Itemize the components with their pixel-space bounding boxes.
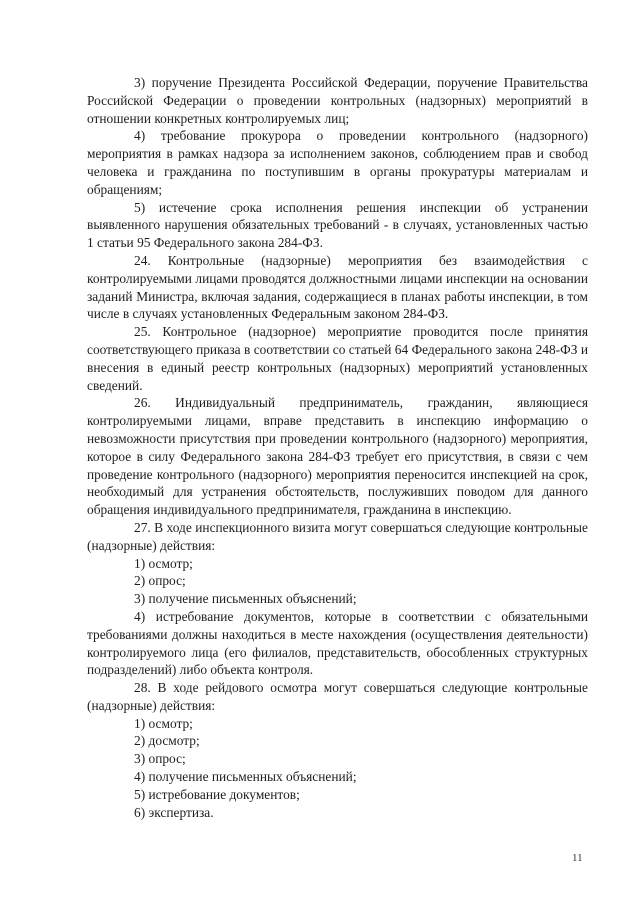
paragraph: 3) поручение Президента Российской Федерации, поручение Правительства Российской Федерации о проведении контрольных (надзорных) мероприятий в отношении конкретных контролируемых лиц;	[87, 75, 588, 126]
list-item: 5) истребование документов;	[134, 786, 300, 802]
list-item: 1) осмотр;	[134, 715, 193, 731]
list-item: 4) получение письменных объяснений;	[134, 769, 357, 785]
list-item: 2) опрос;	[134, 573, 186, 589]
list-item: 3) опрос;	[134, 751, 186, 767]
paragraph: 27. В ходе инспекционного визита могут совершаться следующие контрольные (надзорные) действия:	[87, 519, 588, 553]
paragraph: 4) требование прокурора о проведении контрольного (надзорного) мероприятия в рамках надзора за исполнением законов, соблюдением прав и свобод человека и гражданина по поступившим в органы прокуратуры материалам и обращениям;	[87, 128, 588, 197]
paragraph: 5) истечение срока исполнения решения инспекции об устранении выявленного нарушения обязательных требований - в случаях, установленных частью 1 статьи 95 Федерального закона 284-ФЗ.	[87, 199, 588, 251]
paragraph: 25. Контрольное (надзорное) мероприятие проводится после принятия соответствующего приказа в соответствии со статьей 64 Федерального закона 248-ФЗ и внесения в единый реестр контрольных (надзорных) мероприятий установленных сведений.	[87, 324, 588, 393]
list-item: 4) истребование документов, которые в соответствии с обязательными требованиями должны находиться в месте нахождения (осуществления деятельности) контролируемого лица (его филиалов, представительств, обособленных структурных подразделений) либо объекта контроля.	[87, 608, 588, 678]
list-item: 2) досмотр;	[134, 733, 200, 749]
document-body	[87, 74, 588, 821]
list-item: 1) осмотр;	[134, 555, 193, 571]
list-item: 6) экспертиза.	[134, 804, 214, 820]
list-item: 3) получение письменных объяснений;	[134, 591, 357, 607]
paragraph: 28. В ходе рейдового осмотра могут совершаться следующие контрольные (надзорные) действия:	[87, 680, 588, 713]
paragraph: 24. Контрольные (надзорные) мероприятия без взаимодействия с контролируемыми лицами проводятся должностными лицами инспекции на основании заданий Министра, включая задания, содержащиеся в планах работы инспекции, в том числе в случаях установленных Федеральным законом 284-ФЗ.	[87, 252, 588, 322]
page-number: 11	[572, 852, 583, 864]
paragraph: 26. Индивидуальный предприниматель, гражданин, являющиеся контролируемыми лицами, вправе представить в инспекцию информацию о невозможности присутствия при проведении контрольного (надзорного) мероприятия, которое в силу Федерального закона 284-ФЗ требует его присутствия, в связи с чем проведение контрольного (надзорного) мероприятия переносится инспекцией на срок, необходимый для устранения обстоятельств, послуживших поводом для данного обращения индивидуального предпринимателя, гражданина в инспекцию.	[87, 395, 588, 518]
